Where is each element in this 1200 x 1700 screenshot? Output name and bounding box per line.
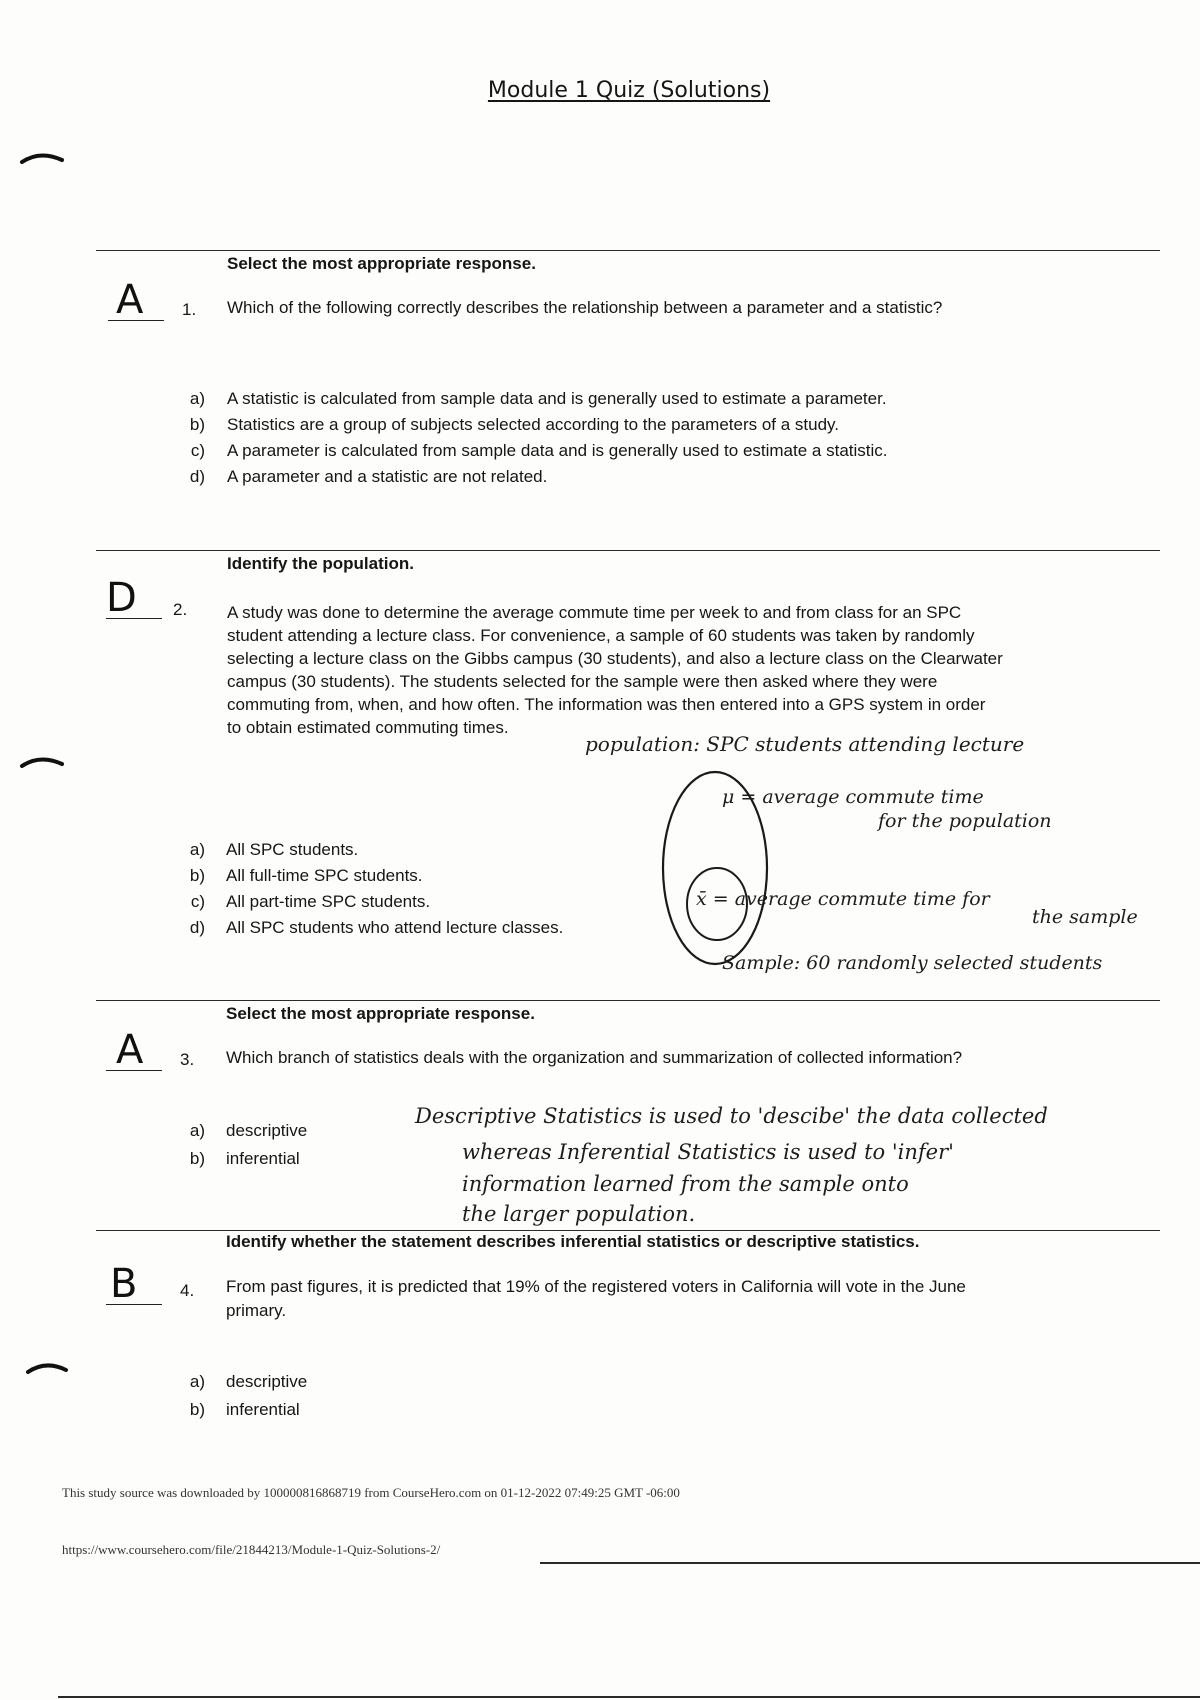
option-letter: d) <box>189 918 205 937</box>
question-text: Which branch of statistics deals with the organization and summarization of collected information? <box>226 1048 963 1067</box>
handwritten-note-mu: μ = average commute time <box>722 786 984 808</box>
download-source-note: This study source was downloaded by 100000816868719 from CourseHero.com on 01-12-2022 07:49:25 GMT -06:00 <box>62 1485 680 1500</box>
handwritten-note-population: population: SPC students attending lecture <box>585 732 1025 756</box>
option-text: descriptive <box>226 1121 308 1140</box>
question-text-line: commuting from, when, and how often. The information was then entered into a GPS system in order <box>227 695 986 714</box>
handwritten-note-line: the larger population. <box>462 1202 696 1226</box>
option-text: Statistics are a group of subjects selected according to the parameters of a study. <box>227 415 840 434</box>
option-letter: b) <box>189 415 205 434</box>
section-divider <box>96 1000 1160 1001</box>
option-text: A statistic is calculated from sample data and is generally used to estimate a parameter. <box>227 389 887 408</box>
handwritten-answer: A <box>116 277 144 323</box>
question-number: 2. <box>173 600 188 619</box>
option-letter: d) <box>189 467 205 486</box>
option-text: All part-time SPC students. <box>226 892 431 911</box>
question-instruction: Select the most appropriate response. <box>227 254 536 273</box>
question-number: 3. <box>180 1050 195 1069</box>
handwritten-note-xbar-cont: the sample <box>1032 906 1138 928</box>
option-letter: a) <box>189 389 205 408</box>
margin-mark <box>26 1358 72 1378</box>
option-text: All full-time SPC students. <box>226 866 423 885</box>
margin-mark <box>20 148 66 168</box>
handwritten-answer: B <box>110 1261 138 1307</box>
option-text: inferential <box>226 1400 300 1419</box>
option-letter: a) <box>189 840 205 859</box>
handwritten-answer: D <box>106 575 137 621</box>
answer-blank <box>106 1304 162 1305</box>
question-text-line: student attending a lecture class. For convenience, a sample of 60 students was taken by randomly <box>227 626 975 645</box>
question-text: Which of the following correctly describes the relationship between a parameter and a statistic? <box>227 298 943 317</box>
option-letter: c) <box>190 441 205 460</box>
question-instruction: Identify the population. <box>227 554 414 573</box>
handwritten-answer: A <box>116 1027 144 1073</box>
handwritten-note-line: Descriptive Statistics is used to 'descibe' the data collected <box>415 1104 1048 1128</box>
margin-mark <box>20 752 66 772</box>
question-number: 1. <box>182 300 197 319</box>
option-letter: b) <box>189 1400 205 1419</box>
option-letter: a) <box>189 1121 205 1140</box>
option-text: All SPC students. <box>226 840 359 859</box>
option-text: All SPC students who attend lecture classes. <box>226 918 564 937</box>
question-text-line: From past figures, it is predicted that 19% of the registered voters in California will vote in the June <box>226 1277 966 1296</box>
handwritten-note-sample: Sample: 60 randomly selected students <box>722 952 1103 974</box>
question-instruction: Identify whether the statement describes inferential statistics or descriptive statistics. <box>226 1232 920 1251</box>
handwritten-note-xbar: x̄ = average commute time for <box>696 888 990 910</box>
handwritten-note-line: information learned from the sample onto <box>462 1172 909 1196</box>
answer-blank <box>108 320 164 321</box>
question-text-line: selecting a lecture class on the Gibbs campus (30 students), and also a lecture class on the Clearwater <box>227 649 1003 668</box>
question-text-line: campus (30 students). The students selected for the sample were then asked where they were <box>227 672 938 691</box>
answer-blank <box>106 618 162 619</box>
source-url[interactable]: https://www.coursehero.com/file/21844213/Module-1-Quiz-Solutions-2/ <box>62 1542 441 1557</box>
option-letter: b) <box>189 866 205 885</box>
option-text: A parameter is calculated from sample data and is generally used to estimate a statistic. <box>227 441 888 460</box>
section-divider <box>96 550 1160 551</box>
question-instruction: Select the most appropriate response. <box>226 1004 535 1023</box>
question-text-line: primary. <box>226 1301 287 1320</box>
footer-line <box>540 1562 1200 1564</box>
question-text-line: A study was done to determine the average commute time per week to and from class for an SPC <box>227 603 962 622</box>
option-text: A parameter and a statistic are not related. <box>227 467 548 486</box>
handwritten-note-line: whereas Inferential Statistics is used to 'infer' <box>462 1140 954 1164</box>
handwritten-note-mu-cont: for the population <box>878 810 1052 832</box>
question-text-line: to obtain estimated commuting times. <box>227 718 509 737</box>
page-title: Module 1 Quiz (Solutions) <box>487 78 771 103</box>
option-letter: c) <box>190 892 205 911</box>
option-letter: b) <box>189 1149 205 1168</box>
option-text: inferential <box>226 1149 300 1168</box>
answer-blank <box>106 1070 162 1071</box>
bottom-edge-line <box>58 1696 1200 1698</box>
section-divider <box>96 1230 1160 1231</box>
option-text: descriptive <box>226 1372 308 1391</box>
section-divider <box>96 250 1160 251</box>
option-letter: a) <box>189 1372 205 1391</box>
question-number: 4. <box>180 1281 195 1300</box>
